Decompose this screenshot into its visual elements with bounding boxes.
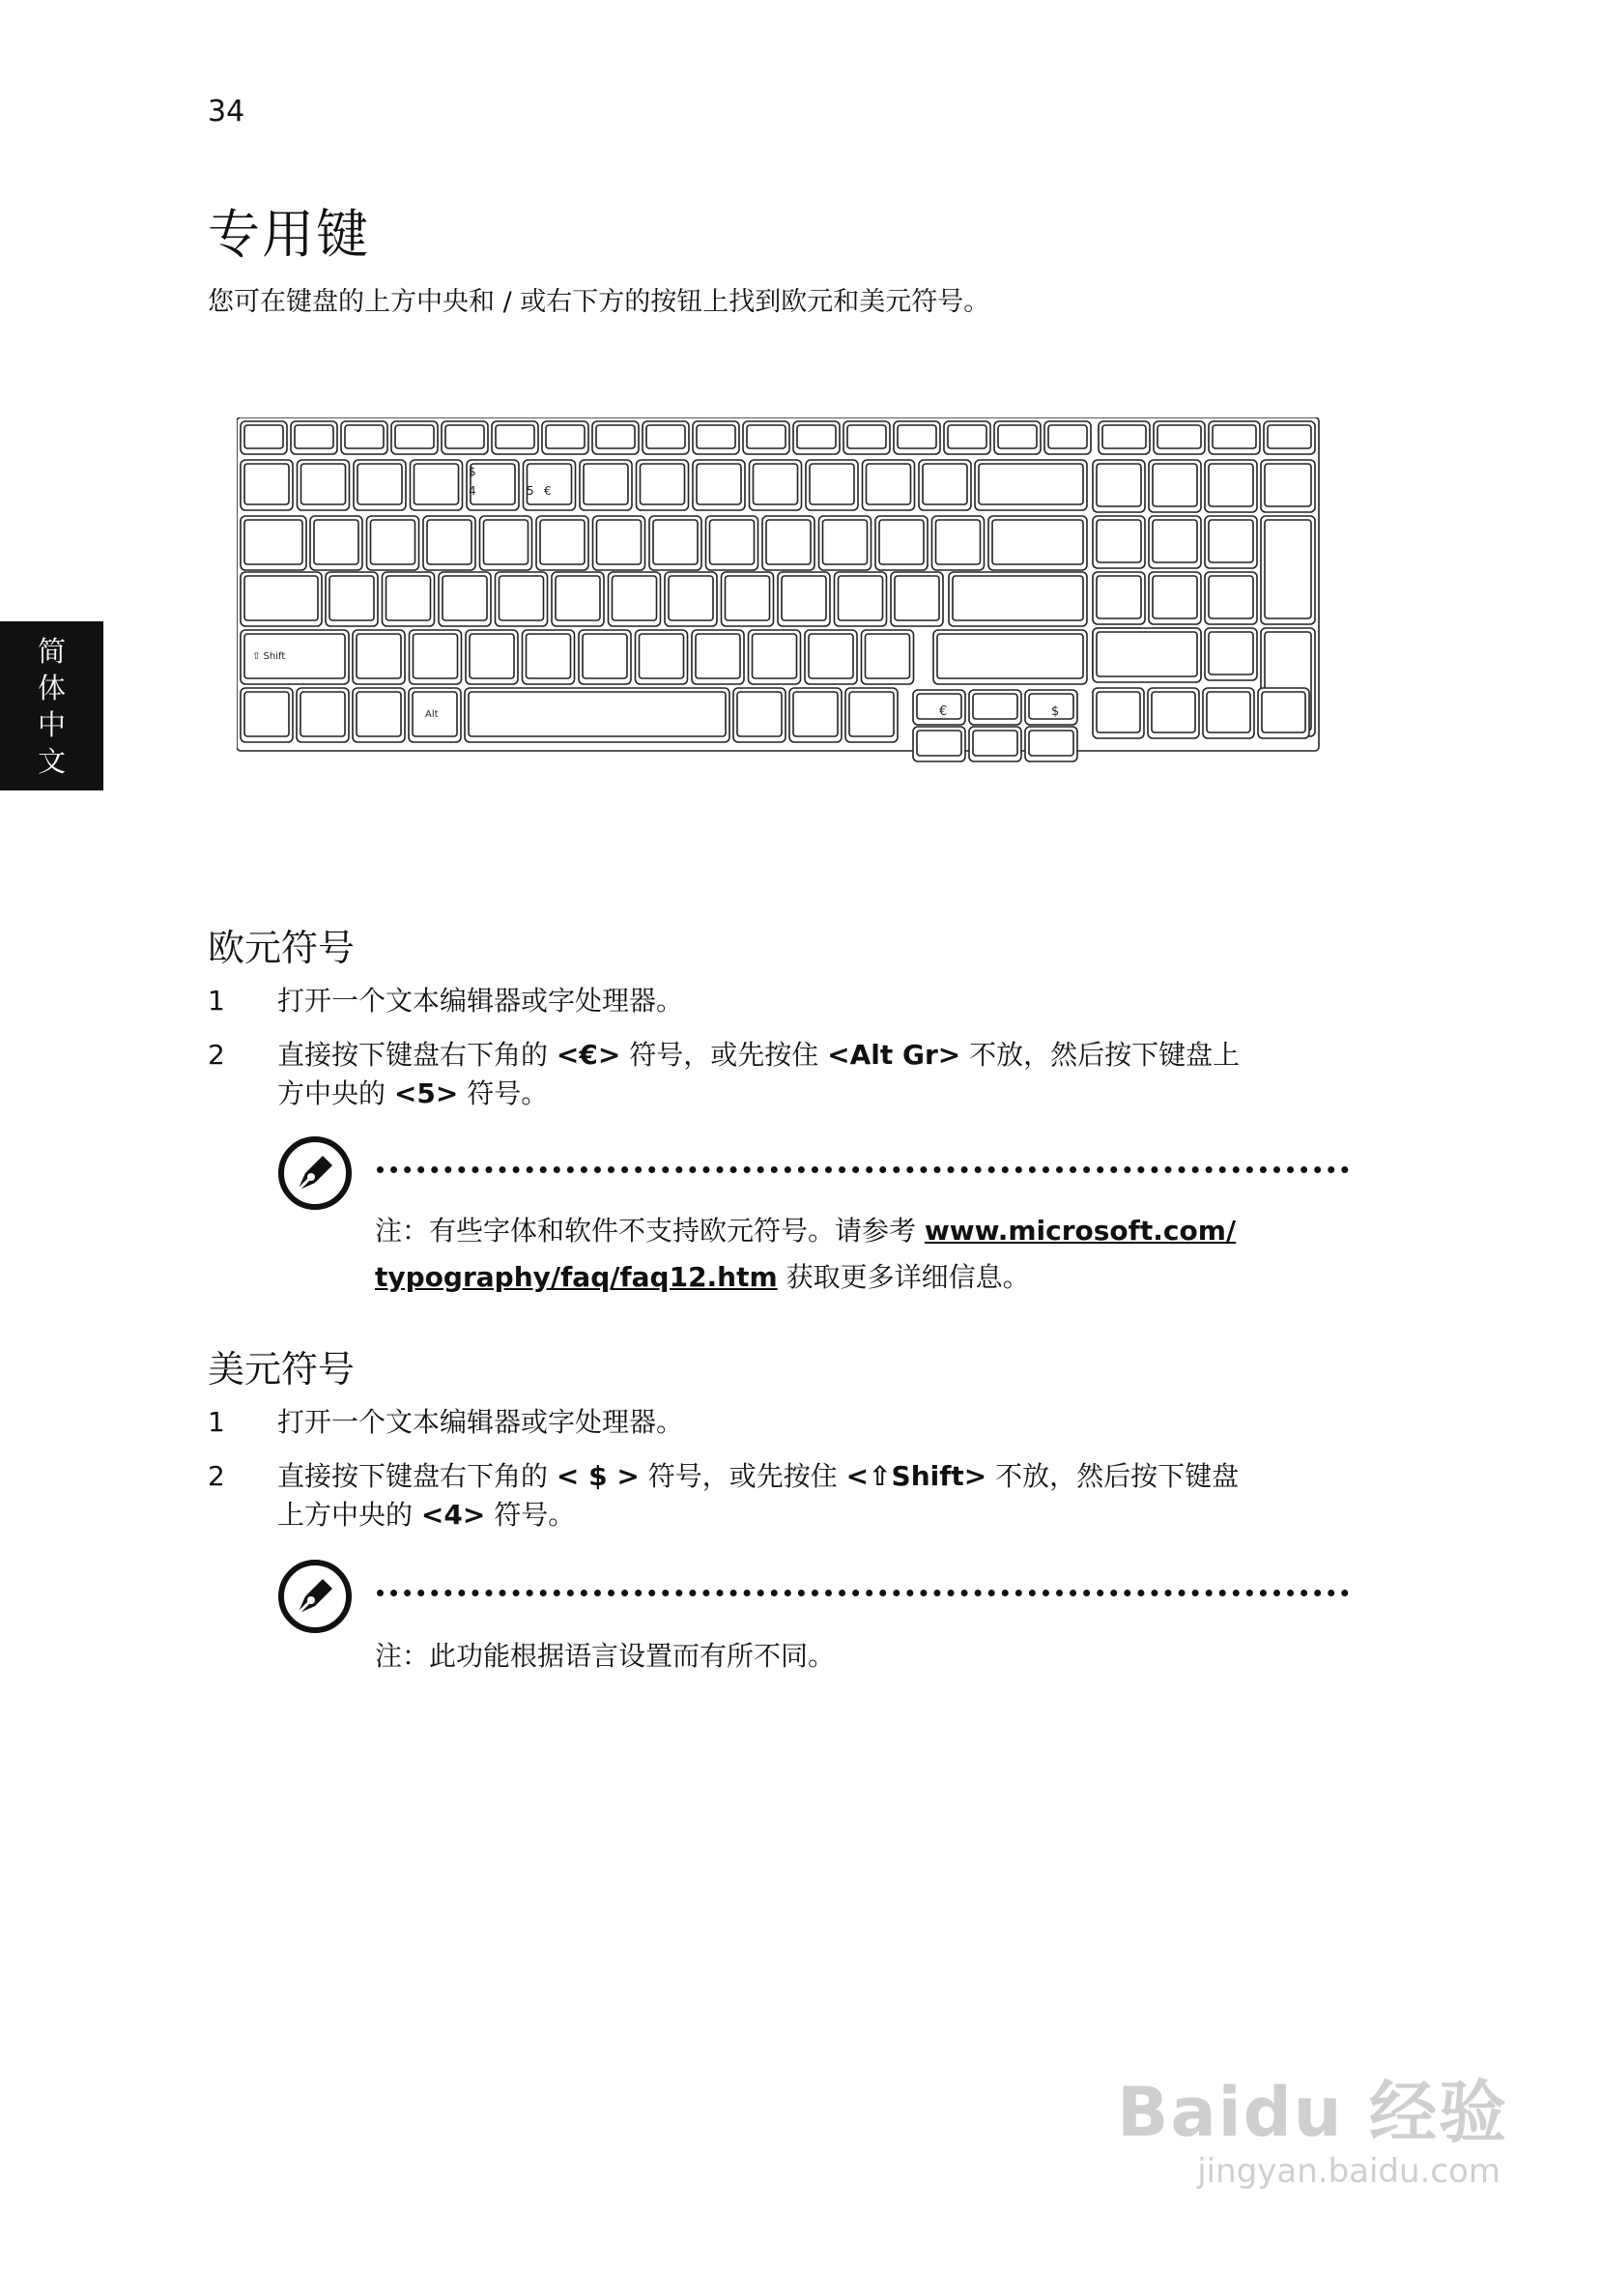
euro-section-title: 欧元符号 [208, 927, 356, 969]
keyboard-key-cap [1153, 464, 1197, 506]
keyboard-key-cap [766, 520, 811, 564]
keyboard-key-cap [973, 694, 1017, 719]
keyboard-key-cap [596, 425, 635, 448]
keyboard-key-cap [471, 464, 515, 504]
step-number: 1 [208, 1406, 225, 1438]
dollar-step-2 [208, 1457, 1367, 1536]
key-label-dollar: $ [469, 465, 476, 478]
keyboard-key-cap [1209, 632, 1253, 674]
keyboard-key-cap [839, 576, 883, 620]
step-text-part: 不放，然后按下键盘上 [960, 1039, 1241, 1071]
key-label-euro-bottom: € [939, 704, 948, 719]
keyboard-key-cap [653, 520, 698, 564]
keyboard-key-cap [244, 425, 283, 448]
keyboard-key-cap [782, 576, 826, 620]
keyboard-key-cap [1157, 425, 1201, 448]
keyboard-key-cap [484, 520, 529, 564]
keyboard-key-cap [1209, 520, 1253, 562]
dollar-note: 注：此功能根据语言设置而有所不同。 [375, 1640, 836, 1672]
watermark-url: jingyan.baidu.com [1197, 2152, 1500, 2191]
keyboard-key-cap [1265, 464, 1311, 506]
page-number: 34 [208, 95, 245, 129]
keyboard-key-cap [584, 464, 628, 504]
keyboard-key-cap [823, 520, 868, 564]
keyboard-key-cap [737, 692, 782, 736]
keyboard-key-cap [992, 520, 1083, 564]
keyboard-key-cap [847, 425, 886, 448]
step-text-part: 符号，或先按住 [620, 1039, 828, 1071]
step-text-part: 符号，或先按住 [639, 1460, 846, 1492]
note-pen-icon [276, 1134, 354, 1212]
step-text-part: 符号。 [458, 1077, 549, 1109]
keyboard-key-cap [1097, 464, 1141, 506]
keyboard-key-cap [443, 576, 487, 620]
keyboard-key-cap [1209, 464, 1253, 506]
key-label-euro: € [544, 484, 552, 498]
key-label-four: 4 [469, 484, 476, 498]
side-tab-char: 体 [37, 671, 66, 704]
keyboard-key-cap [726, 576, 770, 620]
keyboard-key-cap [540, 520, 585, 564]
keyboard-key-cap [923, 464, 967, 504]
keyboard-key-cap [244, 692, 289, 736]
keyboard-diagram [237, 417, 1329, 775]
step-number: 1 [208, 985, 225, 1017]
keyboard-key-cap [793, 692, 838, 736]
keyboard-key-cap [797, 425, 836, 448]
note-divider [377, 1590, 1349, 1596]
keyboard-key-cap [427, 520, 471, 564]
note-text-part: 获取更多详细信息。 [777, 1261, 1030, 1293]
keyboard-key-cap [357, 464, 402, 504]
key-label-shift: ⇧ Shift [252, 651, 286, 662]
keyboard-key-cap [527, 634, 571, 678]
note-divider [377, 1166, 1349, 1173]
keyboard-key-cap [641, 464, 685, 504]
key-five: <5> [393, 1077, 459, 1109]
step-text-part: 方中央的 [277, 1077, 394, 1109]
keyboard-key-cap [357, 692, 401, 736]
key-label-five: 5 [527, 484, 534, 498]
keyboard-key-cap [753, 634, 797, 678]
keyboard-key-cap [973, 731, 1017, 756]
dollar-section-title: 美元符号 [208, 1348, 356, 1391]
step-text [277, 1036, 1359, 1113]
keyboard-key-cap [849, 692, 894, 736]
keyboard-key-cap [345, 425, 384, 448]
keyboard-key-cap [414, 464, 459, 504]
keyboard-key-cap [496, 425, 534, 448]
keyboard-key-cap [500, 576, 544, 620]
keyboard-key-cap [1153, 576, 1197, 618]
keyboard-key-cap [998, 425, 1037, 448]
keyboard-key-cap [953, 576, 1083, 620]
keyboard-key-cap [866, 634, 910, 678]
euro-step-2 [208, 1036, 1367, 1115]
step-text-part: 上方中央的 [277, 1499, 421, 1531]
keyboard-key-cap [697, 464, 741, 504]
side-tab-char: 简 [37, 634, 66, 668]
keyboard-key-cap [295, 425, 333, 448]
keyboard-key-cap [810, 464, 854, 504]
keyboard-key-cap [710, 520, 755, 564]
step-number: 2 [208, 1460, 225, 1492]
keyboard-key-cap [640, 634, 684, 678]
step-text [277, 1457, 1359, 1535]
key-four: <4> [420, 1499, 486, 1531]
keyboard-key-cap [357, 634, 401, 678]
euro-note [375, 1208, 1351, 1301]
key-label-alt: Alt [425, 709, 439, 720]
keyboard-key-cap [1262, 692, 1305, 732]
keyboard-key-cap [470, 634, 514, 678]
keyboard-key-cap [979, 464, 1083, 504]
keyboard-key-cap [414, 634, 458, 678]
side-tab-char: 中 [37, 707, 66, 741]
keyboard-key-cap [556, 576, 600, 620]
keyboard-key-cap [867, 464, 911, 504]
keyboard-key-cap [1048, 425, 1087, 448]
keyboard-key-cap [371, 520, 415, 564]
keyboard-key-cap [314, 520, 358, 564]
euro-symbol: <€> [556, 1039, 621, 1071]
keyboard-key-cap [696, 634, 740, 678]
key-label-dollar-bottom: $ [1051, 704, 1060, 719]
step-number: 2 [208, 1039, 225, 1071]
keyboard-key-cap [386, 576, 431, 620]
keyboard-key-cap [445, 425, 484, 448]
keyboard-key-cap [244, 464, 289, 504]
keyboard-key-cap [301, 464, 346, 504]
keyboard-key-cap [1097, 692, 1140, 732]
keyboard-key-cap [646, 425, 685, 448]
euro-step-1 [208, 982, 1367, 1020]
note-text-part: 注：有些字体和软件不支持欧元符号。请参考 [375, 1215, 925, 1247]
keyboard-key-cap [244, 576, 318, 620]
note-pen-icon [276, 1558, 354, 1635]
keyboard-key-cap [917, 731, 961, 756]
keyboard-key-cap [613, 576, 657, 620]
keyboard-key-cap [300, 692, 345, 736]
microsoft-link[interactable]: typography/faq/faq12.htm [375, 1261, 778, 1293]
dollar-step-1 [208, 1403, 1367, 1442]
keyboard-key-cap [1207, 692, 1250, 732]
microsoft-link[interactable]: www.microsoft.com/ [924, 1215, 1237, 1247]
keyboard-key-cap [1268, 425, 1311, 448]
keyboard-key-cap [395, 425, 434, 448]
baidu-watermark [1117, 2058, 1508, 2191]
keyboard-key-cap [1097, 576, 1141, 618]
keyboard-key-cap [469, 692, 726, 736]
keyboard-key-cap [583, 634, 627, 678]
keyboard-key-cap [1097, 520, 1141, 562]
step-text: 打开一个文本编辑器或字处理器。 [277, 985, 684, 1017]
keyboard-key-cap [895, 576, 939, 620]
keyboard-key-cap [1152, 692, 1195, 732]
keyboard-key-cap [937, 634, 1083, 678]
page-title: 专用键 [208, 204, 370, 265]
watermark-logo: Baidu 经验 [1117, 2073, 1508, 2152]
keyboard-key-cap [754, 464, 798, 504]
step-text-part: 不放，然后按下键盘 [986, 1460, 1240, 1492]
keyboard-key-cap [329, 576, 374, 620]
keyboard-key-cap [809, 634, 853, 678]
keyboard-key-cap [1102, 425, 1146, 448]
keyboard-key-cap [747, 425, 786, 448]
language-side-tab [0, 621, 103, 790]
key-alt-gr: <Alt Gr> [827, 1039, 961, 1071]
keyboard-key-cap [898, 425, 936, 448]
keyboard-key-cap [597, 520, 642, 564]
keyboard-key-cap [1209, 576, 1253, 618]
step-text-part: 直接按下键盘右下角的 [277, 1460, 557, 1492]
side-tab-char: 文 [37, 744, 66, 778]
keyboard-key-cap [1029, 731, 1073, 756]
step-text-part: 直接按下键盘右下角的 [277, 1039, 557, 1071]
key-shift: <⇧Shift> [845, 1460, 987, 1492]
keyboard-key-cap [546, 425, 585, 448]
step-text-part: 符号。 [485, 1499, 576, 1531]
keyboard-key-cap [879, 520, 924, 564]
keyboard-key-cap [697, 425, 735, 448]
intro-text: 您可在键盘的上方中央和 / 或右下方的按钮上找到欧元和美元符号。 [208, 287, 990, 317]
keyboard-key-cap [1265, 520, 1311, 618]
keyboard-keys [237, 417, 1319, 761]
step-text: 打开一个文本编辑器或字处理器。 [277, 1406, 684, 1438]
keyboard-key-cap [669, 576, 713, 620]
keyboard-key-cap [1213, 425, 1256, 448]
keyboard-key-cap [1097, 632, 1197, 676]
keyboard-key-cap [1153, 520, 1197, 562]
keyboard-key-cap [936, 520, 981, 564]
keyboard-key-cap [948, 425, 986, 448]
dollar-symbol: < $ > [556, 1460, 640, 1492]
keyboard-key-cap [244, 520, 302, 564]
